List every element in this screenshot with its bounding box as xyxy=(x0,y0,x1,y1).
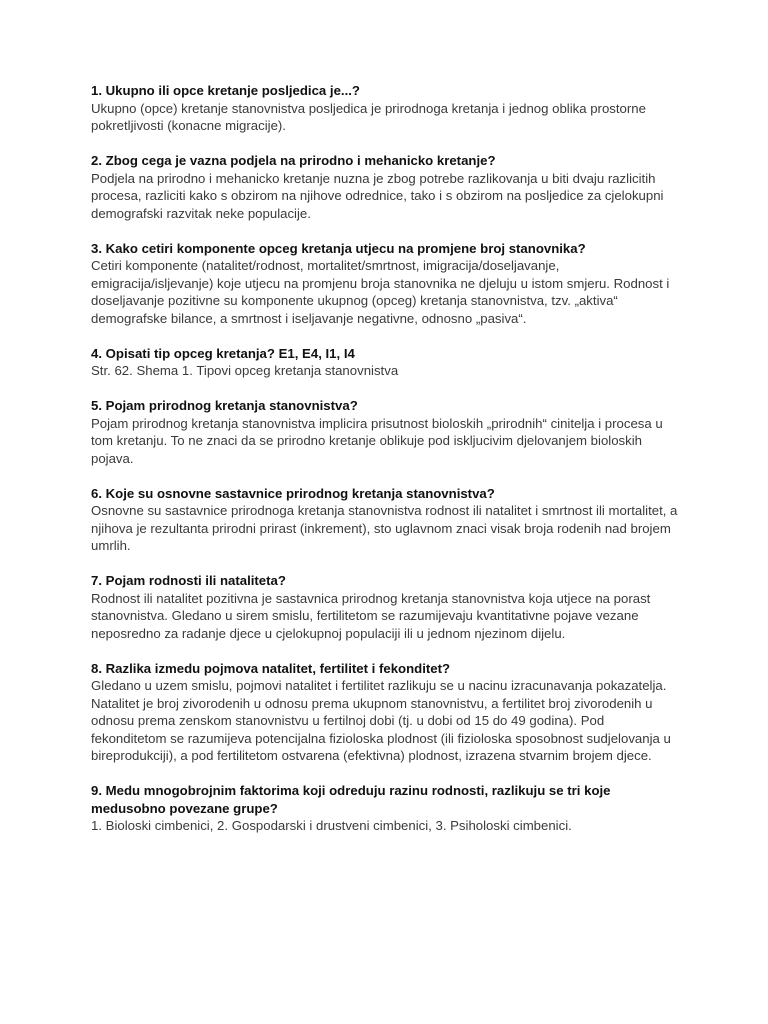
document-body xyxy=(91,82,681,852)
answer-text: Ukupno (opce) kretanje stanovnistva posljedica je prirodnoga kretanja i jednog oblika prostorne pokretljivosti (konacne migracije). xyxy=(91,100,646,133)
qa-item-9 xyxy=(91,782,681,835)
question-heading: 2. Zbog cega je vazna podjela na prirodno i mehanicko kretanje? xyxy=(91,153,496,168)
answer-text: Pojam prirodnog kretanja stanovnistva implicira prisutnost bioloskih „prirodnih“ cinitelja i procesa u tom kretanju. To ne znaci da se prirodno kretanje oblikuje pod iskljucivim djelovanjem bioloskih pojava. xyxy=(91,415,663,466)
question-heading: 9. Medu mnogobrojnim faktorima koji odreduju razinu rodnosti, razlikuju se tri koje medusobno povezane grupe? xyxy=(91,783,611,816)
question-heading: 5. Pojam prirodnog kretanja stanovnistva? xyxy=(91,398,358,413)
qa-item-7 xyxy=(91,572,681,642)
qa-item-6 xyxy=(91,485,681,555)
question-heading: 1. Ukupno ili opce kretanje posljedica je...? xyxy=(91,83,360,98)
answer-text: 1. Bioloski cimbenici, 2. Gospodarski i drustveni cimbenici, 3. Psiholoski cimbenici. xyxy=(91,818,572,833)
qa-item-5 xyxy=(91,397,681,467)
question-heading: 4. Opisati tip opceg kretanja? E1, E4, I1, I4 xyxy=(91,345,355,361)
answer-text: Rodnost ili natalitet pozitivna je sastavnica prirodnog kretanja stanovnistva koja utjece na porast stanovnistva. Gledano u sirem smislu, fertilitetom se razumijevaju kvantitativne pojave vezane neposredno za radanje djece u cjelokupnoj populaciji ili u jednom njezinom dijelu. xyxy=(91,590,651,641)
qa-item-3 xyxy=(91,240,681,328)
qa-item-8 xyxy=(91,660,681,765)
answer-text: Cetiri komponente (natalitet/rodnost, mortalitet/smrtnost, imigracija/doseljavanje, emigracija/isljevanje) koje utjecu na promjenu broja stanovnika ne djeluju u istom smjeru. Rodnost i doseljavanje pozitivne su komponente ukupnog (opceg) kretanja stanovnistva, tzv. „aktiva“ demografske bilance, a smrtnost i iseljavanje negativne, odnosno „pasiva“. xyxy=(91,258,670,326)
answer-text: Podjela na prirodno i mehanicko kretanje nuzna je zbog potrebe razlikovanja u biti dvaju razlicitih procesa, razliciti kako s obzirom na njihove odrednice, tako i s obzirom na posljedice za cjelokupni demografski razvitak neke populacije. xyxy=(91,170,664,221)
answer-text: Str. 62. Shema 1. Tipovi opceg kretanja stanovnistva xyxy=(91,363,399,378)
question-heading: 7. Pojam rodnosti ili nataliteta? xyxy=(91,573,286,588)
question-heading: 8. Razlika izmedu pojmova natalitet, fertilitet i fekonditet? xyxy=(91,660,451,676)
question-heading: 6. Koje su osnovne sastavnice prirodnog kretanja stanovnistva? xyxy=(91,485,495,501)
answer-text: Gledano u uzem smislu, pojmovi natalitet i fertilitet razlikuju se u nacinu izracunavanja pokazatelja. Natalitet je broj zivorodenih u odnosu prema ukupnom stanovnistvu, a fertilitet broj zivorodenih u odnosu prema zenskom stanovnistvu u fertilnoj dobi (tj. u dobi od 15 do 49 godina). Pod fekonditetom se razumijeva potencijalna fizioloska plodnost (ili fizioloska sposobnost sudjelovanja u bireprodukciji), a pod fertilitetom ostvarena (efektivna) plodnost, izrazena stvarnim brojem djece. xyxy=(91,678,671,763)
qa-item-4 xyxy=(91,345,681,380)
qa-item-1 xyxy=(91,82,681,135)
answer-text: Osnovne su sastavnice prirodnoga kretanja stanovnistva rodnost ili natalitet i smrtnost ili mortalitet, a njihova je rezultanta prirodni prirast (inkrement), sto uglavnom znaci visak broja rodenih nad brojem umrlih. xyxy=(91,503,678,553)
question-heading: 3. Kako cetiri komponente opceg kretanja utjecu na promjene broj stanovnika? xyxy=(91,240,586,256)
qa-item-2 xyxy=(91,152,681,222)
